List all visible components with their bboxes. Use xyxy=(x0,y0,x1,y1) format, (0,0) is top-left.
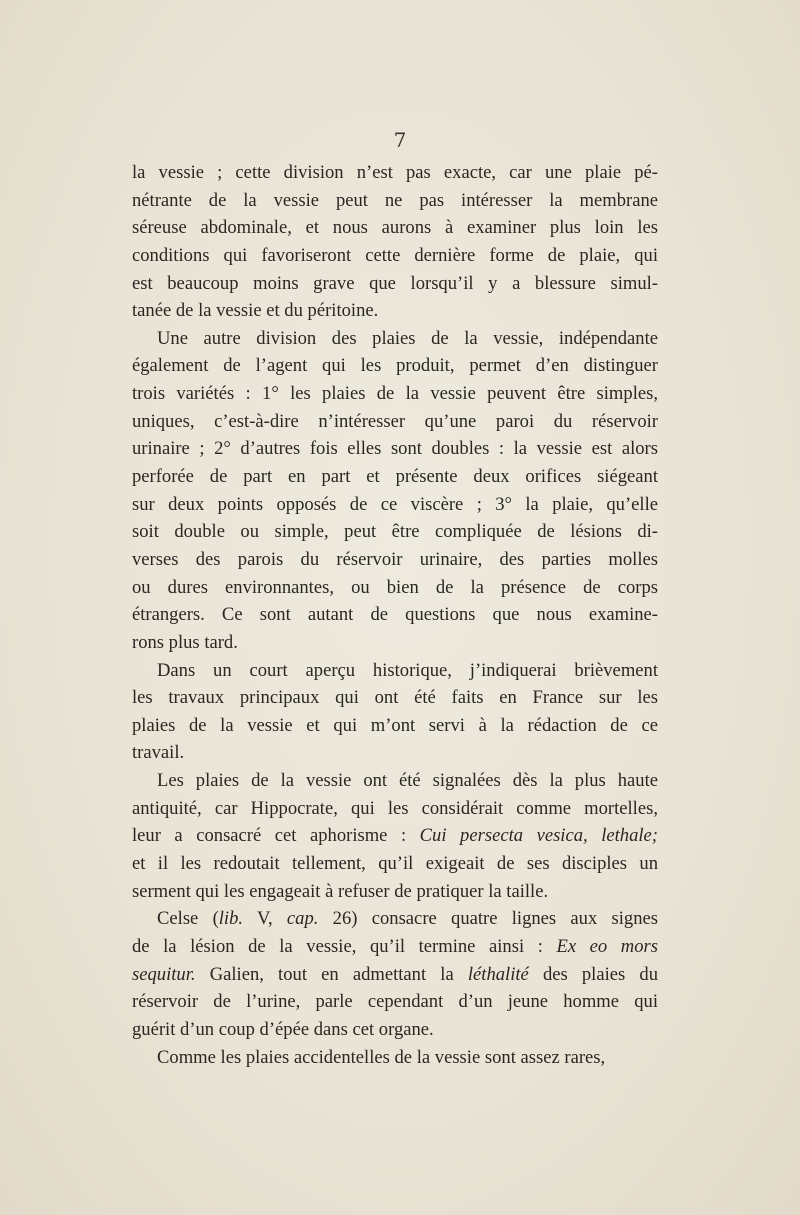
text-line: les travaux principaux qui ont été faits en France sur les xyxy=(132,687,658,709)
text-line: leur a consacré cet aphorisme : Cui persecta vesica, lethale; xyxy=(132,825,658,847)
text-line: réservoir de l’urine, parle cependant d’un jeune homme qui xyxy=(132,991,658,1013)
text-line: tanée de la vessie et du péritoine. xyxy=(132,300,379,322)
text-line: sequitur. Galien, tout en admettant la léthalité des plaies du xyxy=(132,963,658,985)
text-line: sur deux points opposés de ce viscère ; 3° la plaie, qu’elle xyxy=(132,493,658,515)
text-line: étrangers. Ce sont autant de questions que nous examine- xyxy=(132,604,658,626)
text-line: travail. xyxy=(132,742,185,764)
text-line: uniques, c’est-à-dire n’intéresser qu’une paroi du réservoir xyxy=(132,410,658,432)
text-line: trois variétés : 1° les plaies de la vessie peuvent être simples, xyxy=(132,383,658,405)
text-line: guérit d’un coup d’épée dans cet organe. xyxy=(132,1018,434,1040)
text-line: perforée de part en part et présente deux orifices siégeant xyxy=(132,466,658,488)
text-line: rons plus tard. xyxy=(132,631,238,653)
text-line: Une autre division des plaies de la vessie, indépendante xyxy=(157,327,658,349)
text-line: également de l’agent qui les produit, permet d’en distinguer xyxy=(132,355,658,377)
text-line: et il les redoutait tellement, qu’il exigeait de ses disciples un xyxy=(132,853,658,875)
text-line: Dans un court aperçu historique, j’indiquerai brièvement xyxy=(157,659,658,681)
text-line: serment qui les engageait à refuser de pratiquer la taille. xyxy=(132,880,549,902)
text-line: séreuse abdominale, et nous aurons à examiner plus loin les xyxy=(132,217,658,239)
page-number: 7 xyxy=(393,128,407,152)
text-line: verses des parois du réservoir urinaire, des parties molles xyxy=(132,548,658,570)
text-line: de la lésion de la vessie, qu’il termine ainsi : Ex eo mors xyxy=(132,935,658,957)
text-line: Les plaies de la vessie ont été signalées dès la plus haute xyxy=(157,770,658,792)
text-line: plaies de la vessie et qui m’ont servi à la rédaction de ce xyxy=(132,714,658,736)
text-line: antiquité, car Hippocrate, qui les considérait comme mortelles, xyxy=(132,797,658,819)
text-line: est beaucoup moins grave que lorsqu’il y a blessure simul- xyxy=(132,272,658,294)
text-line: nétrante de la vessie peut ne pas intéresser la membrane xyxy=(132,189,658,211)
text-line: Celse (lib. V, cap. 26) consacre quatre lignes aux signes xyxy=(157,908,658,930)
text-line: la vessie ; cette division n’est pas exacte, car une plaie pé- xyxy=(132,162,658,183)
text-line: conditions qui favoriseront cette dernière forme de plaie, qui xyxy=(132,244,658,266)
text-line: soit double ou simple, peut être compliquée de lésions di- xyxy=(132,521,658,543)
body-text xyxy=(132,159,658,1071)
text-line: ou dures environnantes, ou bien de la présence de corps xyxy=(132,576,658,598)
text-line: urinaire ; 2° d’autres fois elles sont doubles : la vessie est alors xyxy=(132,438,658,460)
text-line: Comme les plaies accidentelles de la vessie sont assez rares, xyxy=(157,1046,606,1068)
